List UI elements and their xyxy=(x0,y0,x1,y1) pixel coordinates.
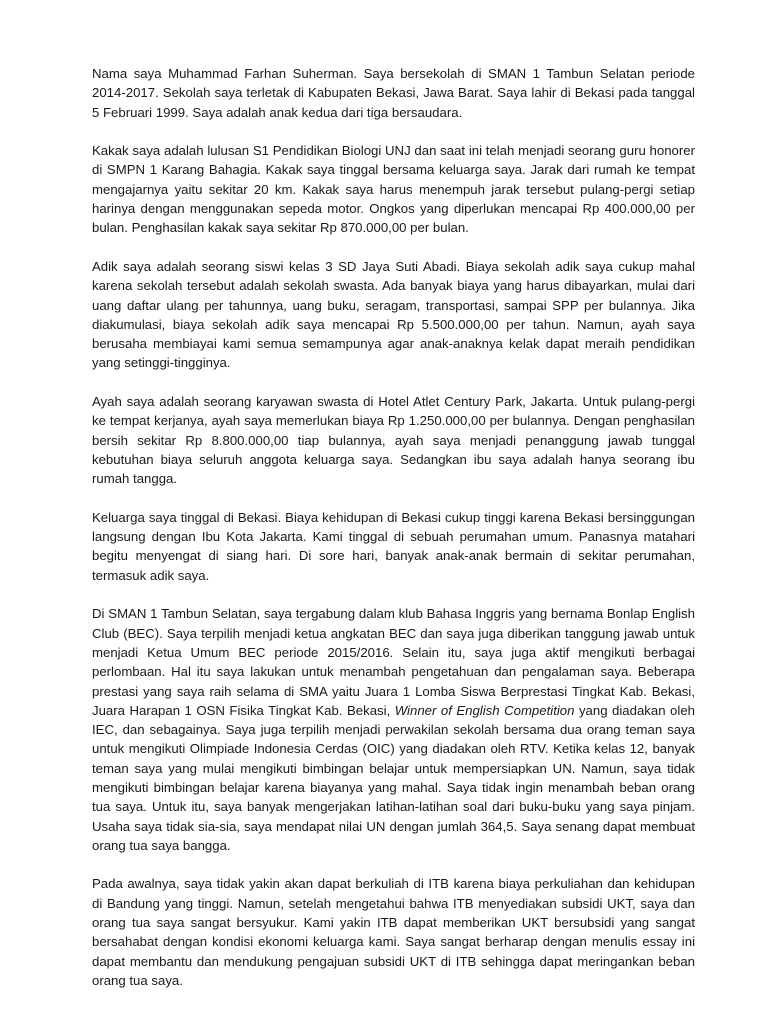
competition-title: Winner of English Competition xyxy=(394,702,575,718)
paragraph-sibling-older: Kakak saya adalah lulusan S1 Pendidikan Biologi UNJ dan saat ini telah menjadi seorang guru honorer di SMPN 1 Karang Bahagia. Kakak saya tinggal bersama keluarga saya. Jarak dari rumah ke tempat mengajarnya yaitu sekitar 20 km. Kakak saya harus menempuh jarak tersebut pulang-pergi setiap harinya dengan menggunakan sepeda motor. Ongkos yang diperlukan mencapai Rp 400.000,00 per bulan. Penghasilan kakak saya sekitar Rp 870.000,00 per bulan. xyxy=(92,143,695,236)
paragraph-father: Ayah saya adalah seorang karyawan swasta di Hotel Atlet Century Park, Jakarta. Untuk pulang-pergi ke tempat kerjanya, ayah saya memerlukan biaya Rp 1.250.000,00 per bulannya. Dengan penghasilan bersih sekitar Rp 8.800.000,00 tiap bulannya, ayah saya menjadi penanggung jawab tunggal kebutuhan biaya seluruh anggota keluarga saya. Sedangkan ibu saya adalah hanya seorang ibu rumah tangga. xyxy=(92,394,695,487)
paragraph-sibling-younger: Adik saya adalah seorang siswi kelas 3 SD Jaya Suti Abadi. Biaya sekolah adik saya cukup mahal karena sekolah tersebut adalah sekolah swasta. Ada banyak biaya yang harus dibayarkan, mulai dari uang daftar ulang per tahunnya, uang buku, seragam, transportasi, sampai SPP per bulannya. Jika diakumulasi, biaya sekolah adik saya mencapai Rp 5.500.000,00 per tahun. Namun, ayah saya berusaha membiayai kami semua semampunya agar anak-anaknya kelak dapat meraih pendidikan yang setinggi-tingginya. xyxy=(92,258,695,371)
paragraph-residence: Keluarga saya tinggal di Bekasi. Biaya kehidupan di Bekasi cukup tinggi karena Bekasi bersinggungan langsung dengan Ibu Kota Jakarta. Kami tinggal di sebuah perumahan umum. Panasnya matahari begitu menyengat di siang hari. Di sore hari, banyak anak-anak bermain di sekitar perumahan, termasuk adik saya. xyxy=(92,509,695,583)
essay-page xyxy=(92,64,695,1010)
paragraph-closing: Pada awalnya, saya tidak yakin akan dapat berkuliah di ITB karena biaya perkuliahan dan kehidupan di Bandung yang tinggi. Namun, setelah mengetahui bahwa ITB menyediakan subsidi UKT, saya dan orang tua saya sangat bersyukur. Kami yakin ITB dapat memberikan UKT bersubsidi yang sangat bersahabat dengan kondisi ekonomi keluarga kami. Saya sangat berharap dengan menulis essay ini dapat membantu dan mendukung pengajuan subsidi UKT di ITB sehingga dapat meringankan beban orang tua saya. xyxy=(92,876,695,988)
achievements-text-end: yang diadakan oleh IEC, dan sebagainya. Saya juga terpilih menjadi perwakilan sekolah bersama dua orang teman saya untuk mengikuti Olimpiade Indonesia Cerdas (OIC) yang diadakan oleh RTV. Ketika kelas 12, banyak teman saya yang mulai mengikuti bimbingan belajar untuk mempersiapkan UN. Namun, saya tidak mengikuti bimbingan belajar karena biayanya yang mahal. Saya tidak ingin menambah beban orang tua saya. Untuk itu, saya banyak mengerjakan latihan-latihan soal dari buku-buku yang saya pinjam. Usaha saya tidak sia-sia, saya mendapat nilai UN dengan jumlah 364,5. Saya senang dapat membuat orang tua saya bangga. xyxy=(92,702,695,853)
paragraph-achievements xyxy=(92,604,695,855)
paragraph-intro: Nama saya Muhammad Farhan Suherman. Saya bersekolah di SMAN 1 Tambun Selatan periode 2014-2017. Sekolah saya terletak di Kabupaten Bekasi, Jawa Barat. Saya lahir di Bekasi pada tanggal 5 Februari 1999. Saya adalah anak kedua dari tiga bersaudara. xyxy=(92,66,695,120)
achievements-text-start: Di SMAN 1 Tambun Selatan, saya tergabung dalam klub Bahasa Inggris yang bernama Bonlap English Club (BEC). Saya terpilih menjadi ketua angkatan BEC dan saya juga diberikan tanggung jawab untuk menjadi Ketua Umum BEC periode 2015/2016. Selain itu, saya juga aktif mengikuti berbagai perlombaan. Hal itu saya lakukan untuk menambah pengetahuan dan pengalaman saya. Beberapa prestasi yang saya raih selama di SMA yaitu Juara 1 Lomba Siswa Berprestasi Tingkat Kab. Bekasi, Juara Harapan 1 OSN Fisika Tingkat Kab. Bekasi, xyxy=(92,606,695,718)
